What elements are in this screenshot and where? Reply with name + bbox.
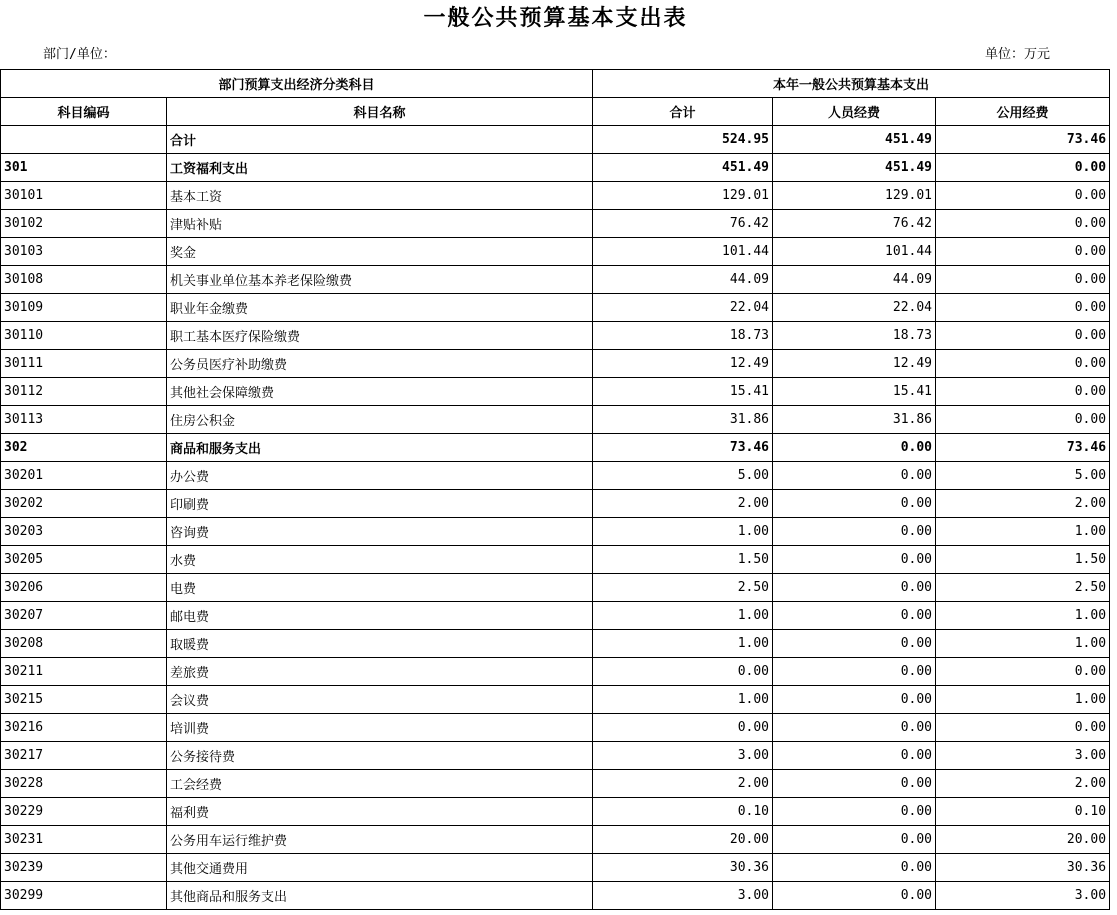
cell-code: 30108 [1, 266, 167, 294]
cell-total: 1.00 [593, 686, 773, 714]
cell-personnel: 44.09 [773, 266, 936, 294]
table-row [1, 322, 1110, 350]
cell-name: 咨询费 [167, 518, 593, 546]
cell-total: 12.49 [593, 350, 773, 378]
cell-total: 524.95 [593, 126, 773, 154]
cell-public: 20.00 [936, 826, 1110, 854]
cell-total: 3.00 [593, 742, 773, 770]
cell-code: 30102 [1, 210, 167, 238]
table-row [1, 462, 1110, 490]
table-row [1, 350, 1110, 378]
cell-public: 0.00 [936, 350, 1110, 378]
cell-total: 44.09 [593, 266, 773, 294]
cell-name: 公务员医疗补助缴费 [167, 350, 593, 378]
cell-code: 30215 [1, 686, 167, 714]
cell-personnel: 0.00 [773, 686, 936, 714]
cell-personnel: 0.00 [773, 434, 936, 462]
cell-name: 办公费 [167, 462, 593, 490]
cell-total: 0.10 [593, 798, 773, 826]
table-row [1, 210, 1110, 238]
cell-name: 其他商品和服务支出 [167, 882, 593, 910]
cell-public: 0.00 [936, 658, 1110, 686]
cell-name: 水费 [167, 546, 593, 574]
cell-name: 基本工资 [167, 182, 593, 210]
table-row [1, 686, 1110, 714]
cell-name: 差旅费 [167, 658, 593, 686]
table-row [1, 742, 1110, 770]
cell-code: 30112 [1, 378, 167, 406]
cell-code: 30217 [1, 742, 167, 770]
cell-total: 20.00 [593, 826, 773, 854]
table-row [1, 574, 1110, 602]
header-personnel: 人员经费 [773, 98, 936, 126]
cell-code: 30110 [1, 322, 167, 350]
cell-name: 培训费 [167, 714, 593, 742]
table-row [1, 406, 1110, 434]
cell-code: 30101 [1, 182, 167, 210]
cell-personnel: 31.86 [773, 406, 936, 434]
table-row [1, 714, 1110, 742]
cell-name: 津贴补贴 [167, 210, 593, 238]
cell-public: 2.00 [936, 490, 1110, 518]
cell-public: 1.00 [936, 602, 1110, 630]
cell-total: 73.46 [593, 434, 773, 462]
cell-personnel: 0.00 [773, 546, 936, 574]
cell-personnel: 129.01 [773, 182, 936, 210]
cell-code: 30206 [1, 574, 167, 602]
cell-personnel: 0.00 [773, 854, 936, 882]
cell-code: 30229 [1, 798, 167, 826]
cell-name: 其他交通费用 [167, 854, 593, 882]
cell-public: 1.00 [936, 630, 1110, 658]
cell-public: 0.00 [936, 714, 1110, 742]
cell-code: 30202 [1, 490, 167, 518]
cell-code: 30103 [1, 238, 167, 266]
cell-name: 会议费 [167, 686, 593, 714]
table-row [1, 238, 1110, 266]
cell-total: 30.36 [593, 854, 773, 882]
cell-public: 0.00 [936, 182, 1110, 210]
table-row [1, 770, 1110, 798]
cell-public: 3.00 [936, 882, 1110, 910]
cell-name: 机关事业单位基本养老保险缴费 [167, 266, 593, 294]
table-row [1, 294, 1110, 322]
cell-total: 451.49 [593, 154, 773, 182]
table-row [1, 182, 1110, 210]
table-row [1, 882, 1110, 910]
cell-code: 30201 [1, 462, 167, 490]
table-row [1, 630, 1110, 658]
cell-personnel: 0.00 [773, 658, 936, 686]
cell-name: 其他社会保障缴费 [167, 378, 593, 406]
cell-code: 30113 [1, 406, 167, 434]
cell-code: 30109 [1, 294, 167, 322]
cell-name: 职工基本医疗保险缴费 [167, 322, 593, 350]
cell-public: 30.36 [936, 854, 1110, 882]
header-total: 合计 [593, 98, 773, 126]
unit-label: 单位：万元 [985, 47, 1051, 62]
cell-code: 30205 [1, 546, 167, 574]
cell-personnel: 0.00 [773, 574, 936, 602]
cell-personnel: 18.73 [773, 322, 936, 350]
table-row [1, 434, 1110, 462]
cell-code: 30228 [1, 770, 167, 798]
cell-total: 1.00 [593, 518, 773, 546]
table-row [1, 490, 1110, 518]
cell-name: 商品和服务支出 [167, 434, 593, 462]
cell-public: 0.10 [936, 798, 1110, 826]
cell-total: 15.41 [593, 378, 773, 406]
cell-name: 工会经费 [167, 770, 593, 798]
cell-code: 30111 [1, 350, 167, 378]
table-row [1, 602, 1110, 630]
cell-total: 18.73 [593, 322, 773, 350]
cell-name: 福利费 [167, 798, 593, 826]
cell-total: 2.00 [593, 490, 773, 518]
cell-public: 73.46 [936, 434, 1110, 462]
cell-code: 30207 [1, 602, 167, 630]
header-name: 科目名称 [167, 98, 593, 126]
cell-personnel: 451.49 [773, 154, 936, 182]
cell-personnel: 0.00 [773, 714, 936, 742]
cell-total: 22.04 [593, 294, 773, 322]
table-row [1, 798, 1110, 826]
table-row [1, 266, 1110, 294]
cell-public: 0.00 [936, 154, 1110, 182]
cell-personnel: 0.00 [773, 630, 936, 658]
cell-code: 30239 [1, 854, 167, 882]
cell-total: 1.00 [593, 630, 773, 658]
cell-total: 2.00 [593, 770, 773, 798]
header-code: 科目编码 [1, 98, 167, 126]
cell-public: 1.50 [936, 546, 1110, 574]
cell-public: 2.50 [936, 574, 1110, 602]
cell-name: 公务用车运行维护费 [167, 826, 593, 854]
cell-public: 1.00 [936, 686, 1110, 714]
cell-public: 5.00 [936, 462, 1110, 490]
cell-personnel: 12.49 [773, 350, 936, 378]
cell-total: 1.00 [593, 602, 773, 630]
cell-code: 302 [1, 434, 167, 462]
cell-personnel: 76.42 [773, 210, 936, 238]
cell-name: 取暖费 [167, 630, 593, 658]
cell-name: 奖金 [167, 238, 593, 266]
cell-public: 1.00 [936, 518, 1110, 546]
cell-name: 印刷费 [167, 490, 593, 518]
header-annual-basic-expenditure: 本年一般公共预算基本支出 [593, 70, 1110, 98]
cell-total: 0.00 [593, 714, 773, 742]
cell-public: 0.00 [936, 322, 1110, 350]
cell-name: 合计 [167, 126, 593, 154]
cell-code: 30299 [1, 882, 167, 910]
cell-total: 129.01 [593, 182, 773, 210]
table-row [1, 546, 1110, 574]
cell-personnel: 0.00 [773, 602, 936, 630]
header-public: 公用经费 [936, 98, 1110, 126]
budget-table [0, 69, 1110, 910]
cell-public: 0.00 [936, 210, 1110, 238]
table-row [1, 658, 1110, 686]
cell-name: 邮电费 [167, 602, 593, 630]
cell-code: 30203 [1, 518, 167, 546]
table-row [1, 854, 1110, 882]
cell-personnel: 0.00 [773, 518, 936, 546]
cell-public: 0.00 [936, 378, 1110, 406]
cell-name: 职业年金缴费 [167, 294, 593, 322]
page-title: 一般公共预算基本支出表 [423, 5, 688, 31]
cell-public: 0.00 [936, 238, 1110, 266]
cell-name: 电费 [167, 574, 593, 602]
table-row [1, 126, 1110, 154]
cell-total: 3.00 [593, 882, 773, 910]
table-row [1, 154, 1110, 182]
cell-code: 30208 [1, 630, 167, 658]
cell-total: 76.42 [593, 210, 773, 238]
table-row [1, 378, 1110, 406]
cell-personnel: 15.41 [773, 378, 936, 406]
cell-public: 0.00 [936, 266, 1110, 294]
cell-personnel: 0.00 [773, 490, 936, 518]
cell-total: 1.50 [593, 546, 773, 574]
cell-personnel: 451.49 [773, 126, 936, 154]
header-row-group [1, 70, 1110, 98]
cell-personnel: 0.00 [773, 770, 936, 798]
cell-code: 30231 [1, 826, 167, 854]
cell-total: 0.00 [593, 658, 773, 686]
cell-name: 公务接待费 [167, 742, 593, 770]
cell-public: 3.00 [936, 742, 1110, 770]
cell-public: 0.00 [936, 406, 1110, 434]
cell-personnel: 0.00 [773, 462, 936, 490]
department-label: 部门/单位： [43, 47, 116, 62]
cell-total: 101.44 [593, 238, 773, 266]
cell-code: 301 [1, 154, 167, 182]
cell-public: 73.46 [936, 126, 1110, 154]
cell-public: 2.00 [936, 770, 1110, 798]
cell-personnel: 0.00 [773, 742, 936, 770]
cell-personnel: 0.00 [773, 798, 936, 826]
table-row [1, 518, 1110, 546]
cell-total: 31.86 [593, 406, 773, 434]
cell-total: 5.00 [593, 462, 773, 490]
cell-personnel: 22.04 [773, 294, 936, 322]
table-row [1, 826, 1110, 854]
cell-name: 工资福利支出 [167, 154, 593, 182]
cell-personnel: 0.00 [773, 882, 936, 910]
cell-public: 0.00 [936, 294, 1110, 322]
cell-code: 30216 [1, 714, 167, 742]
cell-name: 住房公积金 [167, 406, 593, 434]
header-row-columns [1, 98, 1110, 126]
cell-total: 2.50 [593, 574, 773, 602]
cell-code: 30211 [1, 658, 167, 686]
cell-personnel: 0.00 [773, 826, 936, 854]
header-economic-classification: 部门预算支出经济分类科目 [1, 70, 593, 98]
cell-personnel: 101.44 [773, 238, 936, 266]
cell-code [1, 126, 167, 154]
